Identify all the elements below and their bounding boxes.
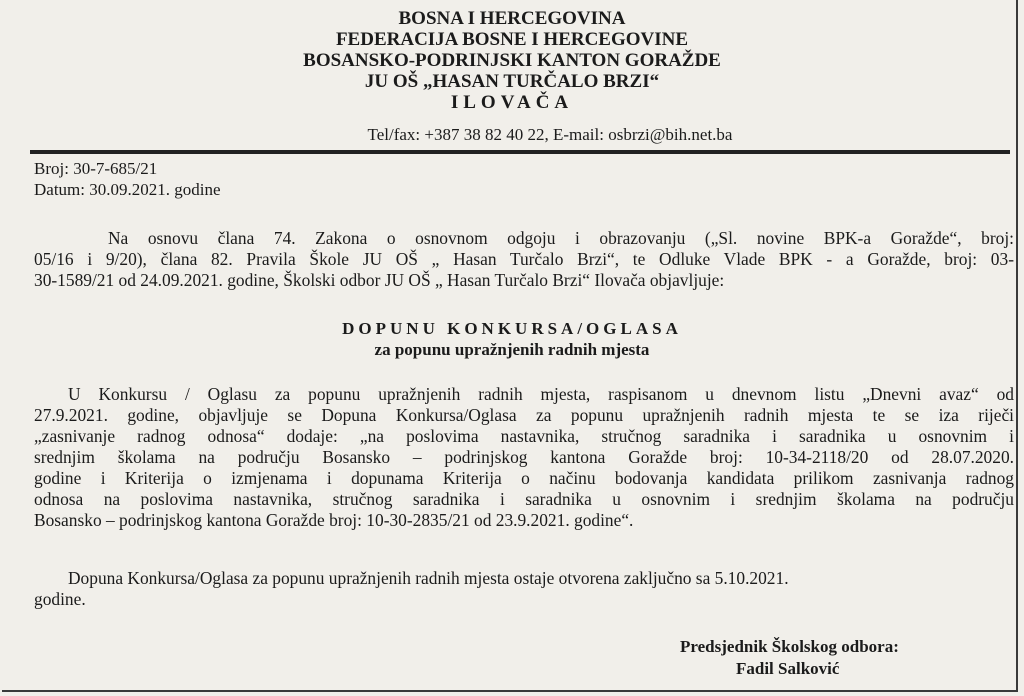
intro-line: 30-1589/21 od 24.09.2021. godine, Školski odbor JU OŠ „ Hasan Turčalo Brzi“ Ilovača objavljuje: <box>34 270 725 290</box>
body-line: U Konkursu / Oglasu za popunu upražnjenih radnih mjesta, raspisanom u dnevnom listu „Dnevni avaz“ od <box>68 384 1014 404</box>
body-line: odnosa na poslovima nastavnika, stručnog saradnika i saradnika u osnovnim i srednjim školama na području <box>34 489 1014 509</box>
signatory-role: Predsjednik Školskog odbora: <box>680 637 899 656</box>
closing-paragraph <box>34 568 1014 610</box>
notice-heading: DOPUNU KONKURSA/OGLASA <box>342 319 682 338</box>
federation-line: FEDERACIJA BOSNE I HERCEGOVINE <box>335 29 689 50</box>
document-date: Datum: 30.09.2021. godine <box>34 180 221 199</box>
intro-line: 05/16 i 9/20), člana 82. Pravila Škole JU OŠ „ Hasan Turčalo Brzi“, te Odluke Vlade BPK - a Goražde, broj: 03- <box>34 249 1014 269</box>
town-name: ILOVAČA <box>450 92 574 113</box>
reference-number: Broj: 30-7-685/21 <box>34 159 158 178</box>
notice-subheading: za popunu upražnjenih radnih mjesta <box>374 340 650 359</box>
country-line: BOSNA I HERCEGOVINA <box>398 8 626 29</box>
school-name: JU OŠ „HASAN TURČALO BRZI“ <box>364 71 660 92</box>
body-line: godine i Kriterija o izmjenama i dopunama Kriterija o načinu bodovanja kandidata prilikom zasnivanja radnog <box>34 468 1014 488</box>
closing-line: godine. <box>34 589 86 609</box>
body-line: „zasnivanje radnog odnosa“ dodaje: „na poslovima nastavnika, stručnog saradnika i saradnika u osnovnim i <box>34 426 1014 446</box>
body-line: srednjim školama na području Bosansko – podrinjskog kantona Goražde broj: 10-34-2118/20 od 28.07.2020. <box>34 447 1014 467</box>
canton-line: BOSANSKO-PODRINJSKI KANTON GORAŽDE <box>303 50 721 71</box>
document-meta <box>34 158 221 200</box>
closing-line: Dopuna Konkursa/Oglasa za popunu upražnjenih radnih mjesta ostaje otvorena zaključno sa 5.10.2021. <box>68 568 789 588</box>
body-paragraph <box>34 384 1014 531</box>
body-line: Bosansko – podrinjskog kantona Goražde broj: 10-30-2835/21 od 23.9.2021. godine“. <box>34 510 634 530</box>
intro-paragraph <box>34 228 1014 291</box>
body-line: 27.9.2021. godine, objavljuje se Dopuna Konkursa/Oglasa za popunu upražnjenih radnih mjesta te se iza riječi <box>34 405 1014 425</box>
intro-line: Na osnovu člana 74. Zakona o osnovnom odgoju i obrazovanju („Sl. novine BPK-a Goražde“, broj: <box>108 228 1014 248</box>
signature-block <box>680 636 899 680</box>
notice-title <box>0 318 1024 360</box>
signatory-name: Fadil Salković <box>736 659 840 678</box>
contact-line: Tel/fax: +387 38 82 40 22, E-mail: osbrzi@bih.net.ba <box>367 125 733 144</box>
header-divider <box>30 150 1010 154</box>
letterhead <box>0 8 1024 113</box>
